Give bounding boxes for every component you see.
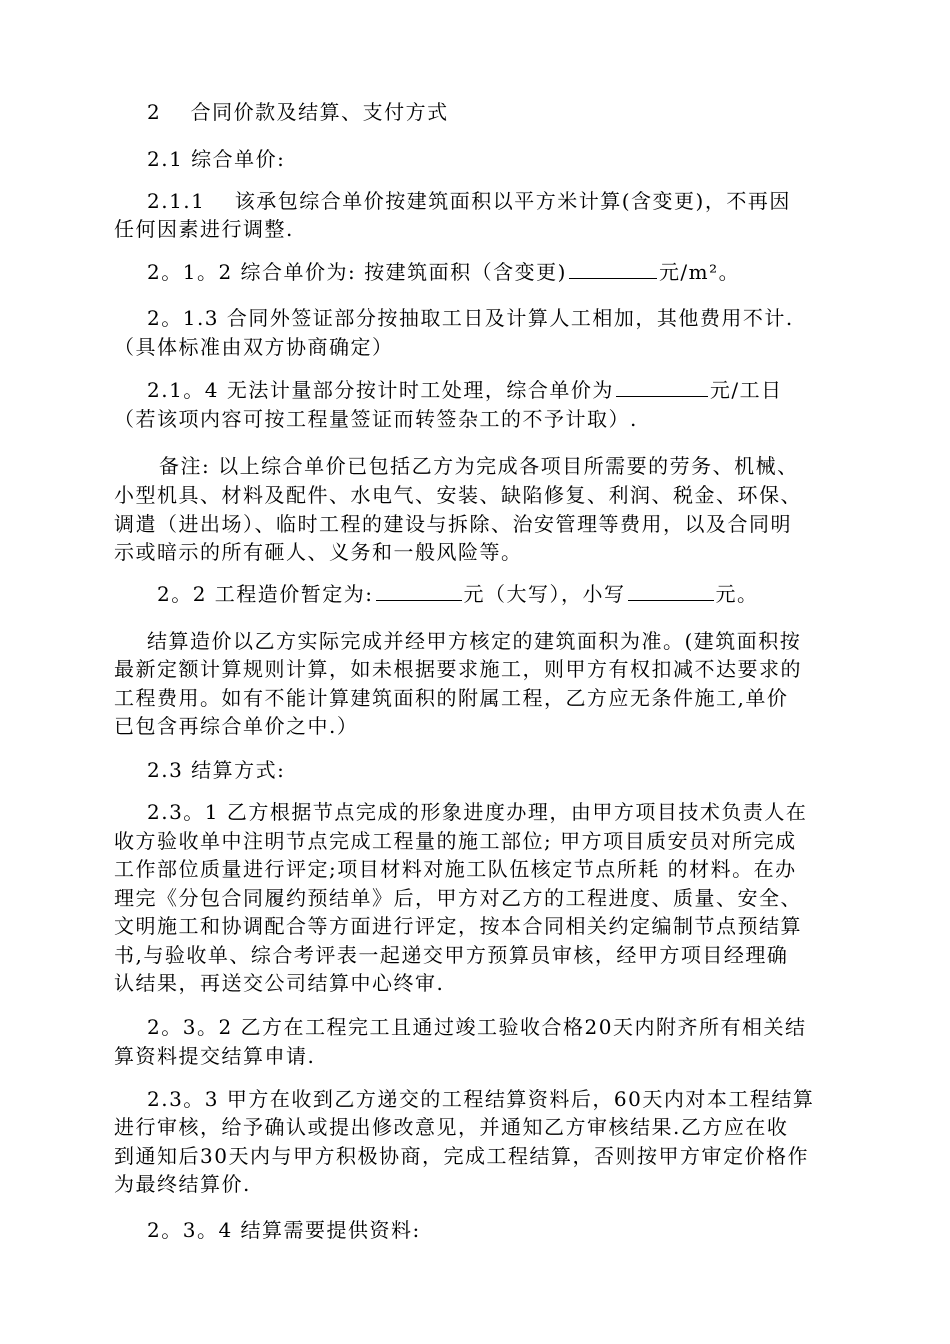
unit-price-blank[interactable] bbox=[569, 258, 657, 279]
hourly-rate-blank[interactable] bbox=[616, 376, 708, 397]
clause-2-1-3-line-2: （具体标准由双方协商确定） bbox=[114, 335, 394, 359]
clause-2-1-3-line-1: 2。1.3 合同外签证部分按抽取工日及计算人工相加，其他费用不计. bbox=[147, 306, 794, 330]
clause-2-3-1-line-6: 书,与验收单、综合考评表一起递交甲方预算员审核，经甲方项目经理确 bbox=[114, 943, 789, 967]
clause-2-1-2 bbox=[147, 258, 740, 286]
note-line-3: 调遣（进出场）、临时工程的建设与拆除、治安管理等费用，以及合同明 bbox=[114, 512, 792, 536]
clause-2-3-3-line-4: 为最终结算价. bbox=[114, 1172, 251, 1196]
clause-2-1-1-line-1: 2.1.1 该承包综合单价按建筑面积以平方米计算(含变更)，不再因 bbox=[147, 189, 791, 213]
clause-2-3-3-line-3: 到通知后30天内与甲方积极协商，完成工程结算，否则按甲方审定价格作 bbox=[114, 1144, 809, 1168]
section-2-2 bbox=[157, 580, 759, 608]
clause-2-3-3-line-1: 2.3。3 甲方在收到乙方递交的工程结算资料后，60天内对本工程结算 bbox=[147, 1087, 815, 1111]
note-line-4: 示或暗示的所有砸人、义务和一般风险等。 bbox=[114, 540, 523, 564]
clause-2-3-1-line-2: 收方验收单中注明节点完成工程量的施工部位; 甲方项目质安员对所完成 bbox=[114, 829, 797, 853]
section-2-1-heading: 2.1 综合单价: bbox=[147, 147, 286, 171]
clause-2-1-1-line-2: 任何因素进行调整. bbox=[114, 217, 294, 241]
clause-2-1-2-text: 2。1。2 综合单价为: 按建筑面积（含变更) bbox=[147, 260, 567, 284]
clause-2-3-2-line-2: 算资料提交结算申请. bbox=[114, 1044, 316, 1068]
section-2-3-heading: 2.3 结算方式: bbox=[147, 758, 286, 782]
section-2-2-unit: 元。 bbox=[715, 582, 759, 606]
clause-2-3-1-line-7: 认结果，再送交公司结算中心终审. bbox=[114, 971, 445, 995]
clause-2-1-4-line-1 bbox=[147, 376, 783, 404]
clause-2-3-4-heading: 2。3。4 结算需要提供资料: bbox=[147, 1218, 421, 1242]
section-2-heading: 2 合同价款及结算、支付方式 bbox=[147, 100, 449, 124]
settlement-line-1: 结算造价以乙方实际完成并经甲方核定的建筑面积为准。(建筑面积按 bbox=[147, 629, 802, 653]
clause-2-3-1-line-1: 2.3。1 乙方根据节点完成的形象进度办理，由甲方项目技术负责人在 bbox=[147, 800, 808, 824]
clause-2-3-1-line-4: 理完《分包合同履约预结单》后，甲方对乙方的工程进度、质量、安全、 bbox=[114, 886, 802, 910]
section-2-2-text: 2。2 工程造价暂定为: bbox=[157, 582, 374, 606]
settlement-line-4: 已包含再综合单价之中.） bbox=[114, 714, 359, 738]
clause-2-3-2-line-1: 2。3。2 乙方在工程完工且通过竣工验收合格20天内附齐所有相关结 bbox=[147, 1015, 807, 1039]
note-line-2: 小型机具、材料及配件、水电气、安装、缺陷修复、利润、税金、环保、 bbox=[114, 483, 802, 507]
price-lowercase-blank[interactable] bbox=[628, 580, 714, 601]
clause-2-1-4-unit: 元/工日 bbox=[709, 378, 783, 402]
section-2-2-mid: 元（大写），小写 bbox=[463, 582, 626, 606]
settlement-line-2: 最新定额计算规则计算，如未根据要求施工，则甲方有权扣减不达要求的 bbox=[114, 657, 802, 681]
price-uppercase-blank[interactable] bbox=[376, 580, 462, 601]
note-line-1: 备注: 以上综合单价已包括乙方为完成各项目所需要的劳务、机械、 bbox=[159, 454, 799, 478]
clause-2-1-4-line-2: （若该项内容可按工程量签证而转签杂工的不予计取）. bbox=[114, 407, 638, 431]
clause-2-1-4-text: 2.1。4 无法计量部分按计时工处理，综合单价为 bbox=[147, 378, 614, 402]
settlement-line-3: 工程费用。如有不能计算建筑面积的附属工程，乙方应无条件施工,单价 bbox=[114, 686, 789, 710]
clause-2-3-1-line-3: 工作部位质量进行评定;项目材料对施工队伍核定节点所耗 的材料。在办 bbox=[114, 857, 797, 881]
clause-2-3-3-line-2: 进行审核，给予确认或提出修改意见，并通知乙方审核结果.乙方应在收 bbox=[114, 1115, 789, 1139]
clause-2-3-1-line-5: 文明施工和协调配合等方面进行评定，按本合同相关约定编制节点预结算 bbox=[114, 914, 802, 938]
clause-2-1-2-unit: 元/m²。 bbox=[658, 260, 741, 284]
